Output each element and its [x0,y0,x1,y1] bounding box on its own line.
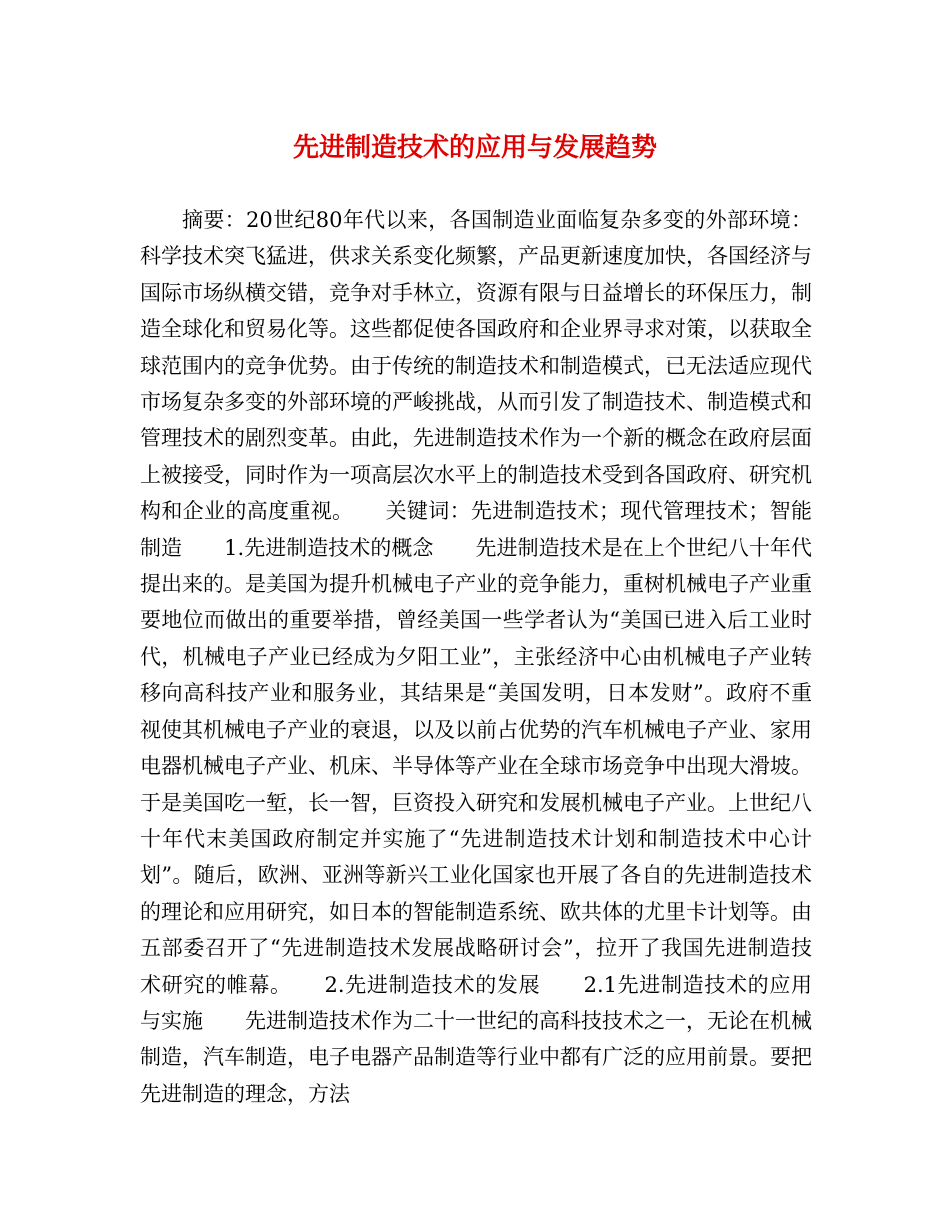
document-body-paragraph: 摘要：20世纪80年代以来，各国制造业面临复杂多变的外部环境：科学技术突飞猛进，供求关系变化频繁，产品更新速度加快，各国经济与国际市场纵横交错，竞争对手林立，资源有限与日益增长的环保压力，制造全球化和贸易化等。这些都促使各国政府和企业界寻求对策，以获取全球范围内的竞争优势。由于传统的制造技术和制造模式，已无法适应现代市场复杂多变的外部环境的严峻挑战，从而引发了制造技术、制造模式和管理技术的剧烈变革。由此，先进制造技术作为一个新的概念在政府层面上被接受，同时作为一项高层次水平上的制造技术受到各国政府、研究机构和企业的高度重视。 关键词：先进制造技术；现代管理技术；智能制造 1.先进制造技术的概念 先进制造技术是在上个世纪八十年代提出来的。是美国为提升机械电子产业的竞争能力，重树机械电子产业重要地位而做出的重要举措，曾经美国一些学者认为“美国已进入后工业时代，机械电子产业已经成为夕阳工业”，主张经济中心由机械电子产业转移向高科技产业和服务业，其结果是“美国发明，日本发财”。政府不重视使其机械电子产业的衰退，以及以前占优势的汽车机械电子产业、家用电器机械电子产业、机床、半导体等产业在全球市场竞争中出现大滑坡。于是美国吃一堑，长一智，巨资投入研究和发展机械电子产业。上世纪八十年代末美国政府制定并实施了“先进制造技术计划和制造技术中心计划”。随后，欧洲、亚洲等新兴工业化国家也开展了各自的先进制造技术的理论和应用研究，如日本的智能制造系统、欧共体的尤里卡计划等。由五部委召开了“先进制造技术发展战略研讨会”，拉开了我国先进制造技术研究的帷幕。 2.先进制造技术的发展 2.1先进制造技术的应用与实施 先进制造技术作为二十一世纪的高科技技术之一，无论在机械制造，汽车制造，电子电器产品制造等行业中都有广泛的应用前景。要把先进制造的理念，方法 [140,208,812,1106]
document-title: 先进制造技术的应用与发展趋势 [292,133,657,163]
